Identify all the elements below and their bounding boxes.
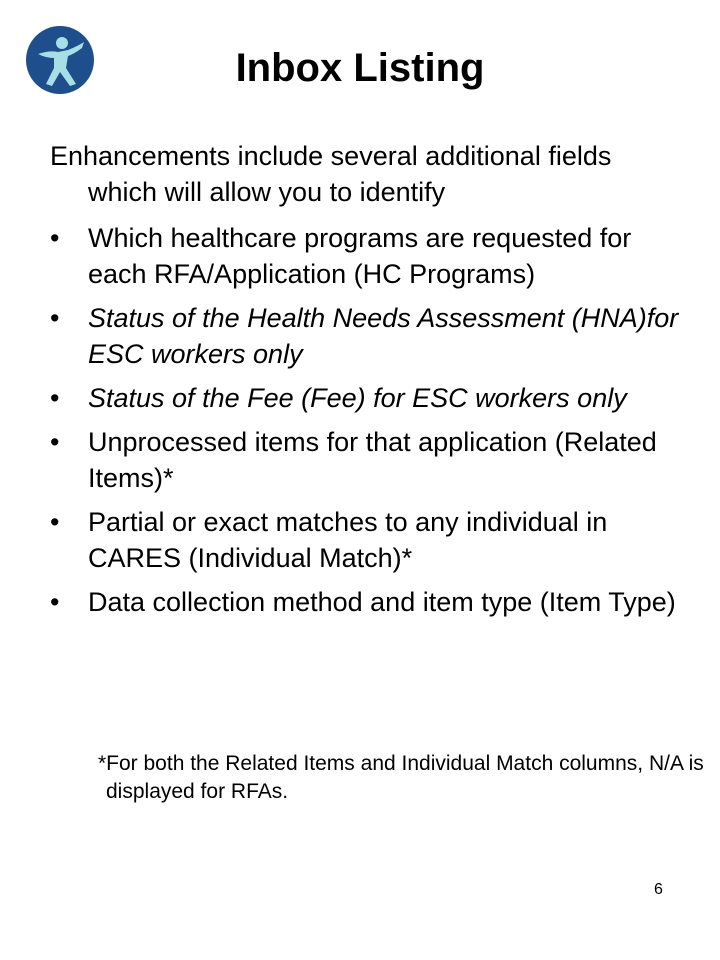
bullet-marker: • (50, 223, 60, 253)
bullet-item (50, 300, 680, 372)
bullet-marker: • (50, 303, 60, 333)
bullet-item (50, 220, 680, 292)
bullet-list (50, 220, 680, 620)
bullet-text: Status of the Fee (Fee) for ESC workers only (88, 383, 627, 413)
bullet-item (50, 380, 680, 416)
bullet-marker: • (50, 383, 60, 413)
bullet-text: Status of the Health Needs Assessment (HNA)for ESC workers only (88, 303, 679, 369)
bullet-text: Unprocessed items for that application (Related Items)* (88, 427, 657, 493)
bullet-marker: • (50, 587, 60, 617)
bullet-marker: • (50, 507, 60, 537)
slide-content (50, 138, 680, 628)
bullet-text: Data collection method and item type (Item Type) (88, 587, 676, 617)
bullet-item (50, 504, 680, 576)
bullet-text: Partial or exact matches to any individual in CARES (Individual Match)* (88, 507, 608, 573)
footnote: *For both the Related Items and Individual Match columns, N/A is displayed for RFAs. (98, 752, 704, 803)
bullet-marker: • (50, 427, 60, 457)
bullet-item (50, 584, 680, 620)
intro-text: Enhancements include several additional fields which will allow you to identify (50, 141, 612, 207)
page-number: 6 (654, 881, 663, 898)
slide-title: Inbox Listing (235, 46, 485, 90)
bullet-text: Which healthcare programs are requested for each RFA/Application (HC Programs) (88, 223, 632, 289)
bullet-item (50, 424, 680, 496)
